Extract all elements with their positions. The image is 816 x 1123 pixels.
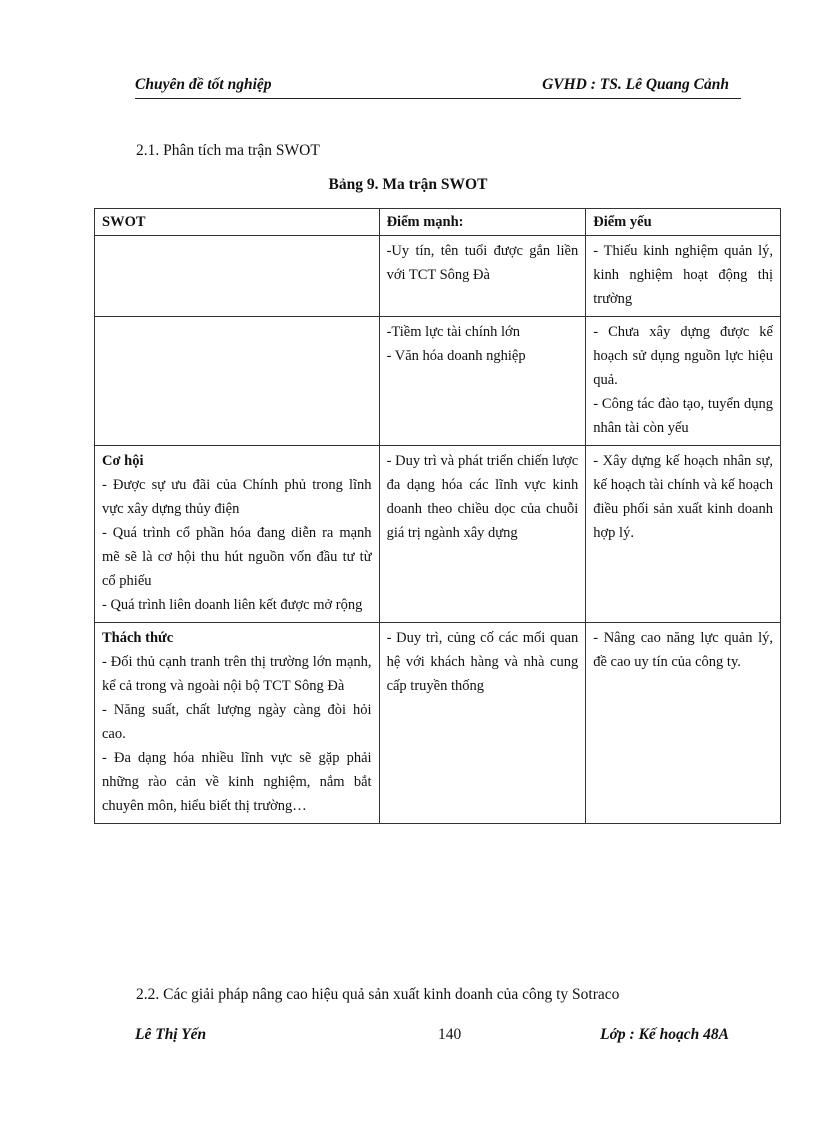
wo-strategy-cell: - Xây dựng kế hoạch nhân sự, kế hoạch tài chính và kế hoạch điều phối sản xuất kinh doanh hợp lý.: [586, 446, 781, 623]
weakness-item: - Công tác đào tạo, tuyển dụng nhân tài còn yếu: [593, 396, 773, 436]
weakness-item: - Thiếu kinh nghiệm quản lý, kinh nghiệm hoạt động thị trường: [593, 243, 773, 307]
opportunities-cell: [95, 446, 380, 623]
threats-title: Thách thức: [102, 630, 174, 646]
section-heading-2-1: 2.1. Phân tích ma trận SWOT: [136, 142, 320, 159]
weakness-cell: [586, 236, 781, 317]
weakness-cell: [586, 317, 781, 446]
threats-cell: [95, 623, 380, 824]
footer-class: Lớp : Kế hoạch 48A: [600, 1026, 729, 1043]
table-caption: Bảng 9. Ma trận SWOT: [328, 176, 488, 193]
strength-cell: [379, 236, 586, 317]
header-cell-strengths: Điểm mạnh:: [379, 209, 586, 236]
weakness-item: - Chưa xây dựng được kế hoạch sử dụng nguồn lực hiệu quả.: [593, 324, 773, 388]
swot-table: [94, 208, 781, 824]
so-strategy-cell: - Duy trì và phát triển chiến lược đa dạng hóa các lĩnh vực kinh doanh theo chiều dọc của chuỗi giá trị ngành xây dựng: [379, 446, 586, 623]
strength-item: - Văn hóa doanh nghiệp: [386, 348, 526, 364]
table-row: [95, 236, 781, 317]
strength-cell: [379, 317, 586, 446]
header-advisor: GVHD : TS. Lê Quang Cảnh: [542, 76, 729, 93]
st-strategy-cell: - Duy trì, củng cố các mối quan hệ với khách hàng và nhà cung cấp truyền thống: [379, 623, 586, 824]
section-heading-2-2: 2.2. Các giải pháp nâng cao hiệu quả sản xuất kinh doanh của công ty Sotraco: [136, 986, 620, 1003]
header-title: Chuyên đề tốt nghiệp: [135, 76, 272, 93]
wt-strategy-cell: - Nâng cao năng lực quản lý, đề cao uy tín của công ty.: [586, 623, 781, 824]
empty-cell: [95, 236, 380, 317]
table-row: [95, 317, 781, 446]
opportunity-item: - Quá trình cổ phần hóa đang diễn ra mạnh mẽ sẽ là cơ hội thu hút nguồn vốn đầu tư từ cổ phiếu: [102, 525, 372, 589]
threat-item: - Đa dạng hóa nhiều lĩnh vực sẽ gặp phải những rào cản về kinh nghiệm, nắm bắt chuyên môn, hiểu biết thị trường…: [102, 750, 372, 814]
threat-item: - Năng suất, chất lượng ngày càng đòi hỏi cao.: [102, 702, 372, 742]
page-header: [135, 74, 741, 99]
empty-cell: [95, 317, 380, 446]
header-cell-weaknesses: Điểm yếu: [586, 209, 781, 236]
footer-author: Lê Thị Yến: [135, 1026, 207, 1043]
opportunity-item: - Quá trình liên doanh liên kết được mở rộng: [102, 597, 363, 613]
table-header-row: [95, 209, 781, 236]
strength-item: -Tiềm lực tài chính lớn: [386, 324, 520, 340]
opportunities-title: Cơ hội: [102, 453, 144, 469]
strength-item: -Uy tín, tên tuổi được gắn liền với TCT Sông Đà: [386, 243, 579, 283]
page-number: 140: [438, 1026, 462, 1043]
threats-row: [95, 623, 781, 824]
opportunities-row: [95, 446, 781, 623]
threat-item: - Đối thủ cạnh tranh trên thị trường lớn mạnh, kể cả trong và ngoài nội bộ TCT Sông Đà: [102, 654, 372, 694]
header-cell-swot: SWOT: [95, 209, 380, 236]
opportunity-item: - Được sự ưu đãi của Chính phủ trong lĩnh vực xây dựng thủy điện: [102, 477, 372, 517]
